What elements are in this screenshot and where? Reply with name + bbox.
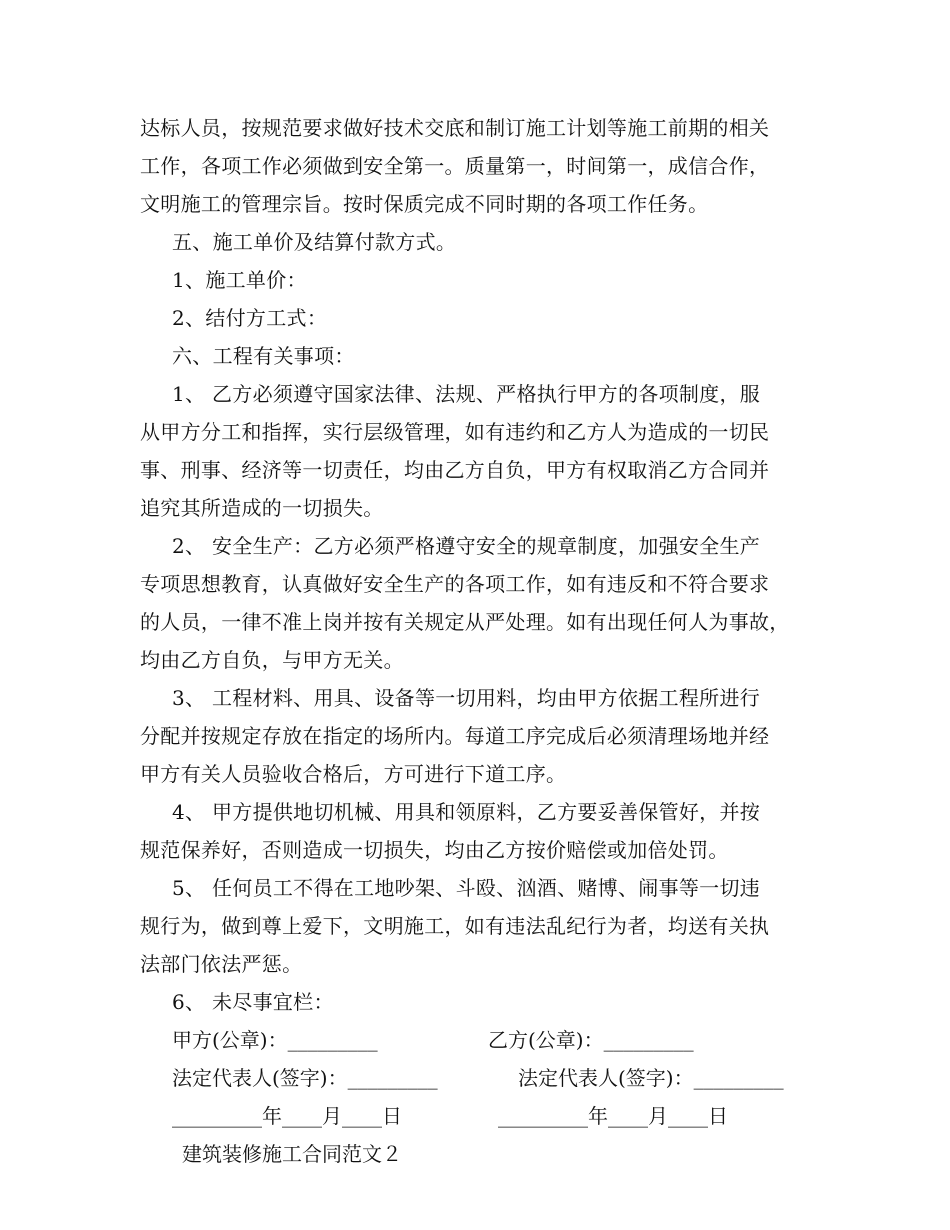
paragraph-line: 工作，各项工作必须做到安全第一。质量第一，时间第一，成信合作，	[140, 154, 770, 178]
item-6-line: 6、 未尽事宜栏：	[172, 990, 334, 1014]
item-5-line: 规行为，做到尊上爱下，文明施工，如有违法乱纪行为者，均送有关执	[140, 914, 770, 938]
item-2-line: 的人员，一律不准上岗并按有关规定从严处理。如有出现任何人为事故，	[140, 610, 790, 634]
paragraph-line: 达标人员，按规范要求做好技术交底和制订施工计划等施工前期的相关	[140, 116, 770, 140]
item-1-line: 1、 乙方必须遵守国家法律、法规、严格执行甲方的各项制度，服	[172, 382, 761, 406]
paragraph-line: 文明施工的管理宗旨。按时保质完成不同时期的各项工作任务。	[140, 192, 709, 216]
party-b-date: _________年____月____日	[498, 1104, 728, 1128]
party-b-representative: 法定代表人(签字)：_________	[518, 1066, 784, 1090]
item-3-line: 3、 工程材料、用具、设备等一切用料，均由甲方依据工程所进行	[172, 686, 761, 710]
item-2-line: 均由乙方自负，与甲方无关。	[140, 648, 404, 672]
item-3-line: 甲方有关人员验收合格后，方可进行下道工序。	[140, 762, 567, 786]
next-document-title: 建筑装修施工合同范文２	[182, 1142, 402, 1166]
item-2-line: 专项思想教育，认真做好安全生产的各项工作，如有违反和不符合要求	[140, 572, 770, 596]
item-5-line: 5、 任何员工不得在工地吵架、斗殴、汹酒、赌博、闹事等一切违	[172, 876, 761, 900]
item-5-line: 法部门依法严惩。	[140, 952, 303, 976]
item-2-line: 2、 安全生产：乙方必须严格遵守安全的规章制度，加强安全生产	[172, 534, 761, 558]
party-a-representative: 法定代表人(签字)：_________	[172, 1066, 438, 1090]
item-3-line: 分配并按规定存放在指定的场所内。每道工序完成后必须清理场地并经	[140, 724, 770, 748]
unit-price-line: 1、施工单价：	[172, 268, 307, 292]
payment-method-line: 2、结付方工式：	[172, 306, 328, 330]
item-4-line: 4、 甲方提供地切机械、用具和领原料，乙方要妥善保管好，并按	[172, 800, 761, 824]
party-a-seal: 甲方(公章)：_________	[172, 1028, 378, 1052]
section-heading-6: 六、工程有关事项：	[172, 344, 355, 368]
party-a-date: _________年____月____日	[172, 1104, 402, 1128]
party-b-seal: 乙方(公章)：_________	[488, 1028, 694, 1052]
item-4-line: 规范保养好，否则造成一切损失，均由乙方按价赔偿或加倍处罚。	[140, 838, 729, 862]
item-1-line: 追究其所造成的一切损失。	[140, 496, 384, 520]
section-heading-5: 五、施工单价及结算付款方式。	[172, 230, 457, 254]
item-1-line: 从甲方分工和指挥，实行层级管理，如有违约和乙方人为造成的一切民	[140, 420, 770, 444]
item-1-line: 事、刑事、经济等一切责任，均由乙方自负，甲方有权取消乙方合同并	[140, 458, 770, 482]
